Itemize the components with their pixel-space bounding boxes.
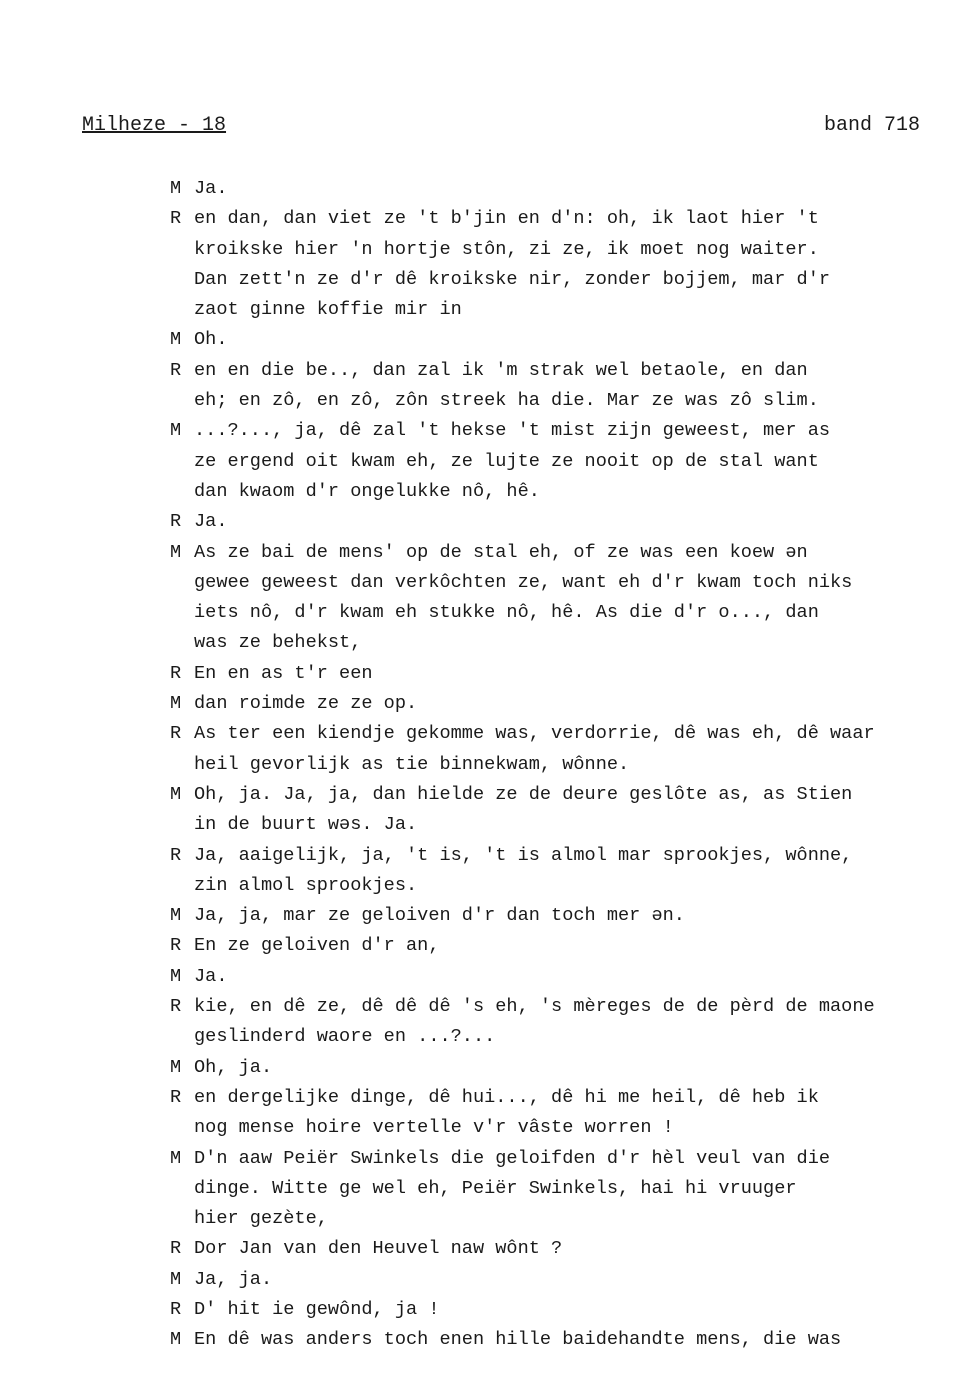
text-line: Dan zett'n ze d'r dê kroikske nir, zonder bojjem, mar d'r <box>194 268 831 290</box>
text-line: D' hit ie gewônd, ja ! <box>194 1298 440 1320</box>
dialogue-turn <box>170 931 960 961</box>
dialogue-turn <box>170 1053 960 1083</box>
turn-text <box>194 659 960 689</box>
text-line: En ze geloiven d'r an, <box>194 935 440 957</box>
speaker-label: M <box>170 178 182 199</box>
speaker-label: M <box>170 905 182 927</box>
turn-text <box>194 1234 960 1264</box>
speaker-label: M <box>170 1268 182 1290</box>
text-line: En en as t'r een <box>194 662 373 684</box>
speaker-label: R <box>170 844 182 866</box>
dialogue-turn <box>170 204 960 325</box>
speaker-label: R <box>170 723 182 745</box>
turn-text <box>194 962 960 992</box>
dialogue-turn <box>170 538 960 659</box>
turn-text <box>194 1053 960 1083</box>
text-line: Oh, ja. Ja, ja, dan hielde ze de deure geslôte as, as Stien <box>194 783 853 805</box>
text-line: zaot ginne koffie mir in <box>194 299 462 321</box>
speaker-label: R <box>170 1086 182 1108</box>
text-line: en dergelijke dinge, dê hui..., dê hi me heil, dê heb ik <box>194 1086 819 1108</box>
speaker-label: M <box>170 329 182 351</box>
text-line: Dor Jan van den Heuvel naw wônt ? <box>194 1238 563 1260</box>
speaker-label: R <box>170 662 182 684</box>
turn-text <box>194 507 960 537</box>
turn-text <box>194 931 960 961</box>
text-line: Oh, ja. <box>194 1056 273 1078</box>
speaker-label: M <box>170 1147 182 1169</box>
text-line: En dê was anders toch enen hille baidehandte mens, die was <box>194 1329 842 1351</box>
turn-text <box>194 780 960 841</box>
text-line: Ja, aaigelijk, ja, 't is, 't is almol mar sprookjes, wônne, <box>194 844 853 866</box>
dialogue-turn <box>170 1295 960 1325</box>
text-line: iets nô, d'r kwam eh stukke nô, hê. As die d'r o..., dan <box>194 602 819 624</box>
text-line: D'n aaw Peiër Swinkels die geloifden d'r hèl veul van die <box>194 1147 831 1169</box>
text-line: ze ergend oit kwam eh, ze lujte ze nooit op de stal want <box>194 450 819 472</box>
turn-text <box>194 1325 960 1355</box>
turn-text <box>194 1295 960 1325</box>
turn-text <box>194 325 960 355</box>
text-line: en dan, dan viet ze 't b'jin en d'n: oh, ik laot hier 't <box>194 208 819 230</box>
dialogue-turn <box>170 1083 960 1144</box>
dialogue-turn <box>170 659 960 689</box>
dialogue-turn <box>170 356 960 417</box>
text-line: gewee geweest dan verkôchten ze, want eh d'r kwam toch niks <box>194 571 853 593</box>
speaker-label: R <box>170 1238 182 1260</box>
dialogue-turn <box>170 1325 960 1355</box>
turn-text <box>194 1083 960 1144</box>
turn-text <box>194 356 960 417</box>
speaker-label: M <box>170 965 182 987</box>
text-line: in de buurt wəs. Ja. <box>194 814 418 836</box>
text-line: Ja, ja, mar ze geloiven d'r dan toch mer ən. <box>194 905 685 927</box>
text-line: heil gevorlijk as tie binnekwam, wônne. <box>194 753 630 775</box>
speaker-label: R <box>170 935 182 957</box>
dialogue-turn <box>170 174 960 204</box>
turn-text <box>194 204 960 325</box>
dialogue-turn <box>170 1234 960 1264</box>
turn-text <box>194 1265 960 1295</box>
speaker-label: M <box>170 1329 182 1351</box>
speaker-label: R <box>170 359 182 381</box>
turn-text <box>194 416 960 507</box>
text-line: hier gezète, <box>194 1208 328 1230</box>
text-line: kie, en dê ze, dê dê dê 's eh, 's mèreges de de pèrd de maone <box>194 996 875 1018</box>
dialogue-turn <box>170 689 960 719</box>
speaker-label: M <box>170 783 182 805</box>
speaker-label: R <box>170 511 182 533</box>
text-line: geslinderd waore en ...?... <box>194 1026 496 1048</box>
header-band-number: band 718 <box>824 114 921 137</box>
dialogue-turn <box>170 416 960 507</box>
dialogue-turn <box>170 1265 960 1295</box>
text-line: As ze bai de mens' op de stal eh, of ze was een koew ən <box>194 541 808 563</box>
text-line: en en die be.., dan zal ik 'm strak wel betaole, en dan <box>194 359 808 381</box>
text-line: dan kwaom d'r ongelukke nô, hê. <box>194 480 540 502</box>
text-line: nog mense hoire vertelle v'r vâste worren ! <box>194 1117 674 1139</box>
text-line: eh; en zô, en zô, zôn streek ha die. Mar ze was zô slim. <box>194 390 819 412</box>
dialogue-transcript <box>170 174 960 1356</box>
dialogue-turn <box>170 901 960 931</box>
speaker-label: M <box>170 693 182 715</box>
turn-text <box>194 719 960 780</box>
dialogue-turn <box>170 1144 960 1235</box>
text-line: Ja. <box>194 178 228 199</box>
text-line: Ja. <box>194 511 228 533</box>
text-line: Oh. <box>194 329 228 351</box>
turn-text <box>194 1144 960 1235</box>
text-line: dinge. Witte ge wel eh, Peiër Swinkels, hai hi vruuger <box>194 1177 797 1199</box>
text-line: ...?..., ja, dê zal 't hekse 't mist zijn geweest, mer as <box>194 420 831 442</box>
speaker-label: R <box>170 996 182 1018</box>
dialogue-turn <box>170 507 960 537</box>
header-location: Milheze - 18 <box>82 114 227 137</box>
dialogue-turn <box>170 992 960 1053</box>
dialogue-turn <box>170 719 960 780</box>
dialogue-turn <box>170 325 960 355</box>
dialogue-turn <box>170 841 960 902</box>
speaker-label: R <box>170 208 182 230</box>
turn-text <box>194 841 960 902</box>
turn-text <box>194 174 960 204</box>
turn-text <box>194 538 960 659</box>
turn-text <box>194 689 960 719</box>
dialogue-turn <box>170 962 960 992</box>
dialogue-turn <box>170 780 960 841</box>
text-line: zin almol sprookjes. <box>194 874 418 896</box>
speaker-label: R <box>170 1298 182 1320</box>
speaker-label: M <box>170 541 182 563</box>
text-line: Ja, ja. <box>194 1268 273 1290</box>
text-line: was ze behekst, <box>194 632 362 654</box>
turn-text <box>194 992 960 1053</box>
text-line: As ter een kiendje gekomme was, verdorrie, dê was eh, dê waar <box>194 723 875 745</box>
speaker-label: M <box>170 1056 182 1078</box>
text-line: kroikske hier 'n hortje stôn, zi ze, ik moet nog waiter. <box>194 238 819 260</box>
speaker-label: M <box>170 420 182 442</box>
text-line: Ja. <box>194 965 228 987</box>
turn-text <box>194 901 960 931</box>
text-line: dan roimde ze ze op. <box>194 693 418 715</box>
